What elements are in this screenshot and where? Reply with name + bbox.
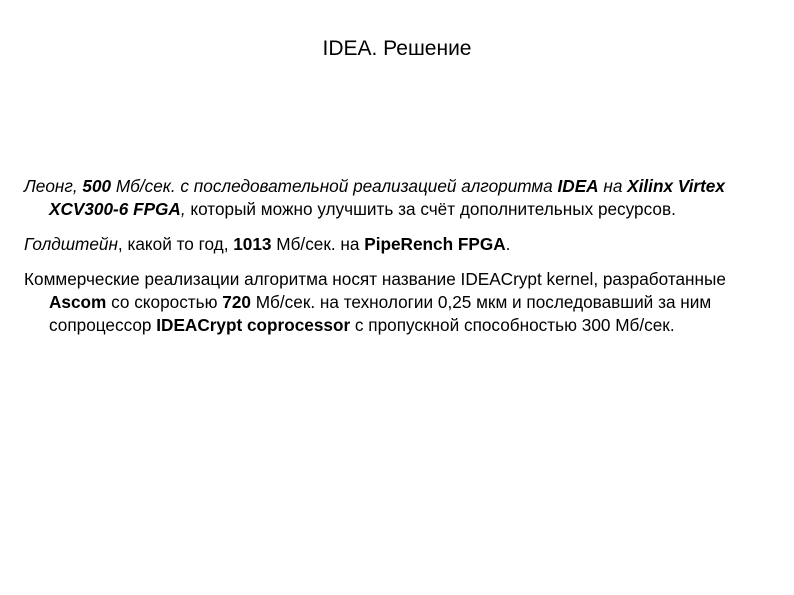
text-segment-bold: IDEA [557, 176, 599, 196]
text-segment: который можно улучшить за счёт дополнительных ресурсов. [190, 199, 676, 219]
text-segment-bold: IDEACrypt coprocessor [156, 315, 351, 335]
text-segment-bold: 500 [82, 176, 112, 196]
text-segment: Голдштейн [24, 234, 118, 254]
text-segment: Леонг, [24, 176, 83, 196]
text-segment-bold: Xilinx Virtex XCV300-6 FPGA [49, 176, 725, 219]
text-segment: со скоростью [106, 292, 223, 312]
paragraph-goldstein [24, 233, 759, 256]
text-segment: Коммерческие реализации алгоритма носят название IDEACrypt kernel, разработанные [24, 269, 726, 289]
text-segment-bold: 720 [222, 292, 251, 312]
text-segment-bold: Ascom [49, 292, 107, 312]
slide-body [24, 175, 759, 349]
text-segment: , [180, 199, 191, 219]
paragraph-leong [24, 175, 759, 221]
text-segment: . [505, 234, 511, 254]
text-segment: Мб/сек. на [271, 234, 365, 254]
text-segment-bold: 1013 [233, 234, 272, 254]
text-segment: , какой то год, [117, 234, 234, 254]
paragraph-commercial [24, 268, 759, 337]
text-segment: Мб/сек. на технологии 0,25 мкм и последовавший за ним сопроцессор [49, 292, 712, 335]
text-segment: с пропускной способностью 300 Мб/сек. [350, 315, 675, 335]
text-segment: на [598, 176, 628, 196]
text-segment: Мб/сек. с последовательной реализацией алгоритма [111, 176, 558, 196]
text-segment-bold: PipeRench FPGA [364, 234, 506, 254]
slide-title: IDEA. Решение [322, 37, 472, 60]
